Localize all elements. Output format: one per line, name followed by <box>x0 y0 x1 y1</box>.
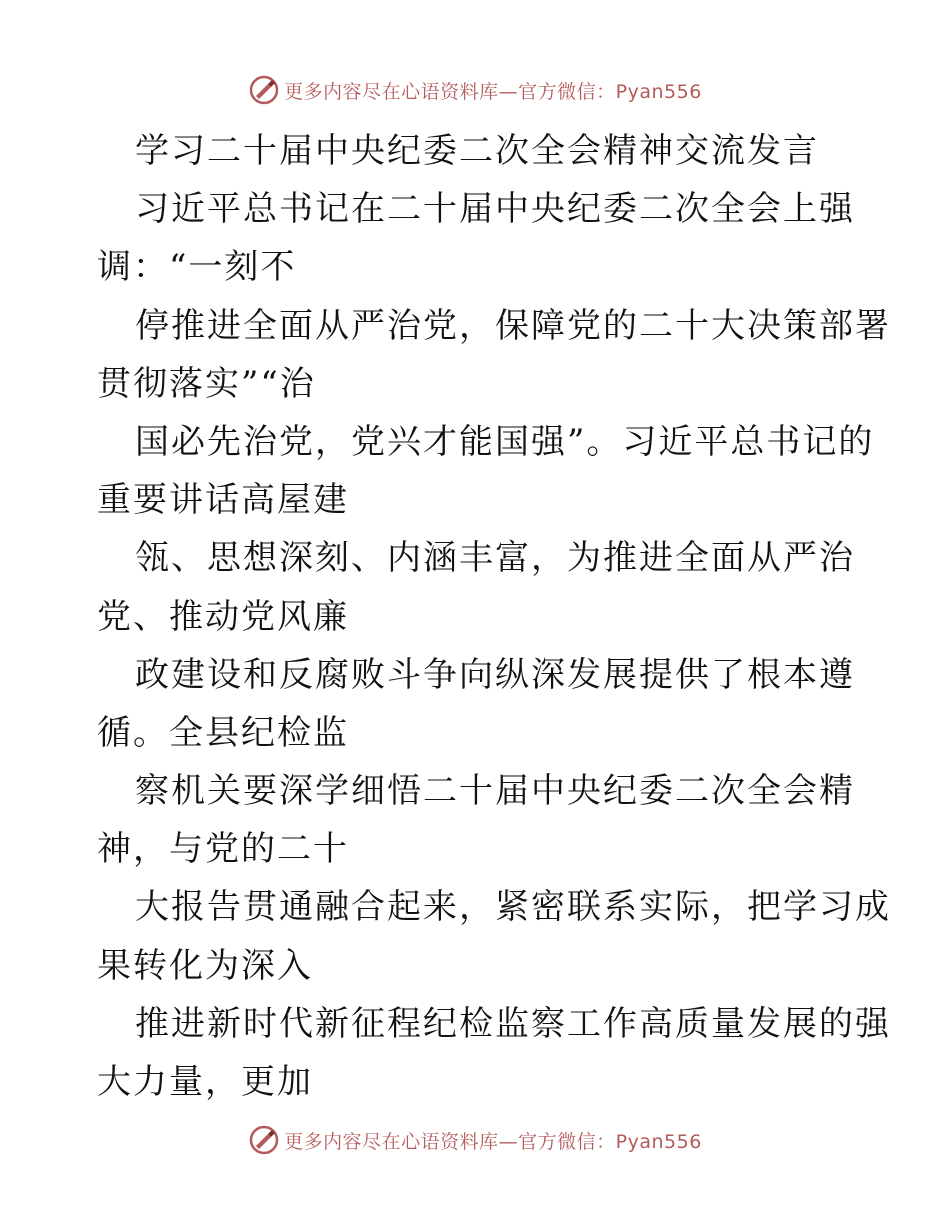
text-line: 重要讲话高屋建 <box>97 480 349 521</box>
text-line: 国必先治党，党兴才能国强”。习近平总书记的 <box>135 421 875 462</box>
text-line: 大力量，更加 <box>97 1062 313 1102</box>
text-line: 停推进全面从严治党，保障党的二十大决策部署 <box>135 305 891 346</box>
text-line: 果转化为深入 <box>97 945 313 986</box>
text-line: 推进新时代新征程纪检监察工作高质量发展的强 <box>135 1003 891 1044</box>
text-line: 调：“一刻不 <box>97 247 297 288</box>
document-body <box>97 122 891 1111</box>
footer-watermark <box>0 1120 950 1160</box>
text-line: 党、推动党风廉 <box>97 596 349 637</box>
text-line: 习近平总书记在二十届中央纪委二次全会上强 <box>135 189 855 230</box>
text-line: 政建设和反腐败斗争向纵深发展提供了根本遵 <box>135 654 855 695</box>
text-line: 察机关要深学细悟二十届中央纪委二次全会精 <box>135 771 855 812</box>
pen-logo-icon <box>248 74 280 106</box>
text-line: 神，与党的二十 <box>97 829 349 870</box>
pen-logo-icon <box>248 1124 280 1156</box>
watermark-text: 更多内容尽在心语资料库—官方微信：Pyan556 <box>284 80 702 103</box>
document-title: 学习二十届中央纪委二次全会精神交流发言 <box>135 131 819 171</box>
text-line: 贯彻落实”“治 <box>97 363 316 404</box>
header-watermark <box>0 70 950 110</box>
text-line: 大报告贯通融合起来，紧密联系实际，把学习成 <box>135 887 891 928</box>
text-line: 瓴、思想深刻、内涵丰富，为推进全面从严治 <box>135 538 855 579</box>
watermark-text: 更多内容尽在心语资料库—官方微信：Pyan556 <box>284 1130 702 1153</box>
text-line: 循。全县纪检监 <box>97 712 349 753</box>
